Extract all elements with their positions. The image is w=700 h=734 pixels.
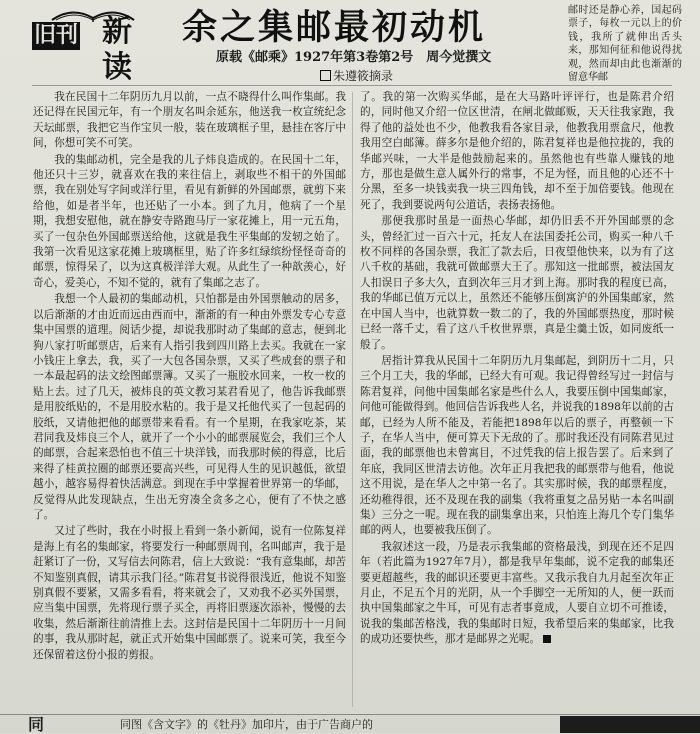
paragraph: 那便我那时虽是一面热心华邮，却仍旧丢不开外国邮票的念头，曾经汇过一百六十元，托友人在法国委托公司，购买一种八千枚不同样的各国杂票，我汇了款去后，日夜望他快来，以为有了这八千枚的基础，我就可做邮票大王了。那知这一批邮票，被法国友人扣误日子多大久，直到次年三月才到上海。那时我的程度已高，我的华邮已值万元以上，虽然还不能够压倒寓沪的外国集邮家，然在中国人当中，也就算数一数二的了，我的外国邮票热度，那时候已经一落千丈，看了这八千枚世界票，真是尘羹土饭，如同废纸一般了。: [360, 215, 674, 351]
right-column: [360, 90, 674, 712]
article-source-line: 原载《邮乘》1927年第3卷第2号 周今觉撰文: [216, 50, 492, 65]
top-right-paragraph: 邮时还是静心养，国起码票子，每枚一元以上的价钱，我所了就伸出舌头来，那知何征和他说得扰观，然而却由此也渐渐的留意华邮: [568, 5, 682, 84]
paragraph: 我想一个人最初的集邮动机，只怕都是由外国票触动的居多，以后渐渐的才由近而远由西而中，渐渐的有一种由外票发专心专意集中国票的道理。阅话少提，却说我那时动了集邮的意志，便到北狗八家打听邮票店，后来有人指引我到四川路上去买。我就在一家小钱庄上拿去，我，买了一大包各国杂票，又买了些成套的票子和一本最起码的法文绘图邮票簿。又买了一瓶胶水回来，一枚一枚的贴上去。过了几天，被炜良的英文教习某君看见了，他告诉我邮票是用胶纸贴的，不是用胶水粘的。我于是又托他代买了一包起码的胶纸，又请他把他的邮票带来看看。有一个星期，在我家吃茶，某君同我及炜良三个人，就开了一个小小的邮票展览会，我们三个人的邮票，合起来恐怕也不值三十块洋钱，而我那时候的得意，比后来得了桂黄拉圈的邮票还要高兴些，可见得人生的见识越低，欲望越小，越容易得着快活满意。到现在手中掌握着世界第一的华邮，反觉得从此发现缺点，生出无穷凑全贪多之心，便有了不快之感了。: [33, 293, 346, 521]
end-mark-icon: [543, 635, 551, 643]
compiler-name: 朱遵筱摘录: [333, 69, 394, 83]
paragraph: 了。我的第一次购买华邮，是在大马路叶评评行，也是陈君介绍的，同时他又介绍一位区世清，在闸北做邮贩，天天往我家跑，我得了他的益处也不少，他教我看各家目录，他教我用票盒尺，他教我用空白邮簿。薛多尔是他介绍的，陈君复祥也是他拉拢的，我的华邮兴味，一大半是他鼓励起来的。虽然他也有些靠人赚钱的地方，那也是做生意人属外行的常事，不足为怪，而且他的心还不十分黑，至多一块钱卖我一块三四角钱，却不至于加倍要钱。他现在死了，我到要说两句公道话，表扬表扬他。: [360, 91, 674, 211]
footer-rule: [0, 714, 700, 715]
footer-glyph: 同: [28, 715, 45, 734]
article-title: 余之集邮最初动机: [182, 7, 487, 48]
square-bullet-icon: [320, 70, 331, 81]
footer-text: 同图《含文字》的《牡丹》加印片，由于广告商户的: [120, 718, 373, 731]
left-column: [33, 90, 346, 703]
paragraph: 又过了些时，我在小时报上看到一条小新闻，说有一位陈复祥是海上有名的集邮家，将要发行一种邮票周刊，名叫邮声，我于是赶紧订了一份，又写信去问陈君，信上大致说：“我有意集邮，却苦不知鉴别真假，请其示我门径。”陈君复书说得很浅近，他说不知鉴别真假不要紧，又需多看看，将来就会了，又劝我不必买外国票，应当集中国票，先将现行票子买全，再将旧票逐次添补，慢慢的去收集，然后渐渐往前清推上去。这封信是民国十二年阴历十一月间的事，我从那时起，就正式开始集中国邮票了。说来可笑，我至今还保留着这份小报的剪报。: [33, 525, 346, 661]
paragraph: 居指计算我从民国十二年阴历九月集邮起，到阴历十二月，只三个月工夫，我的华邮，已经大有可观。我记得曾经写过一封信与陈君复祥，问他中国集邮名家是些什么人，我要压倒中国集邮家，问他可能做得到。他回信告诉我些人名，并说我的1898年以前的古邮，已经为人所不能及，若能把1898年以后的票子，再整顿一下子，在华人当中，便可算天下无敌的了。那时我还没有同陈君见过面，我的邮票他也未曾寓目，不过凭我的信上报告罢了。后来到了年底，我同区世清去访他。次年正月我把我的邮票带与他看，他说这不用说，是在华人之中第一名了。其实那时候，我的邮票程度，还幼稚得很，还不及现在我的副集（我将重复之品另贴一本名叫副集）三分之一呢。现在我的副集拿出来，只怕连上海几个专门集华邮的两人，也要被我压倒了。: [360, 354, 674, 537]
paragraph: 我的集邮动机，完全是我的儿子炜良造成的。在民国十二年，他还只十三岁，就喜欢在我的来往信上，剥取些不相干的外国邮票，我在别处写字间或洋行里，看见有新鲜的外国邮票，就剪下来给他，如是者半年，也还贴了一小本。到了九月，他病了一个星期，我想安慰他，就在静安寺路跑马厅一家花摊上，用一元五角，买了一包杂色外国邮票送给他，这就是我生平集邮的发轫之始了。我第一次看见这家花摊上玻璃框里，贴了许多红绿缤纷怪怪奇奇的邮票，惊得呆了，以为这真极洋洋大观。从此生了一种歆羡心，好奇心，爱美心，不知不觉的，就有了集邮之志了。: [33, 153, 346, 289]
paragraph-last: [360, 540, 674, 648]
logo-new-read-text: 新读: [102, 14, 132, 85]
column-logo: [28, 4, 158, 85]
last-paragraph-text: 我叙述这一段，乃是表示我集邮的资格最浅，到现在还不足四年（若此篇为1927年7月），都是我早年集邮，说不定我的邮集还要更超越些，我的邮识还要更丰富些。又我示我自九月起至次年正月止，不足五个月的光阴，从一个手脚空一无所知的人，便一跃而执中国集邮家之牛耳，可见有志者事竟成，人要自立切不可推诿，说我的集邮苦格浅，我的集邮时日短，我希望后来的集邮家，比我的成功还要快些，那才是邮界之光呢。: [360, 540, 674, 646]
logo-old-issue-text: 旧刊: [34, 23, 79, 48]
paragraph: 我在民国十二年阴历九月以前，一点不晓得什么叫作集邮。我还记得在民国元年，有一个朋友名叫余延东，他送我一枚宣统纪念天坛邮票，我把它当作宝贝一般，装在玻璃框子里，悬挂在客厅中间，你想可笑不可笑。: [33, 91, 346, 150]
footer-dark-block: [560, 716, 700, 733]
article-compiler: [320, 68, 460, 84]
top-right-column: [568, 4, 682, 86]
column-divider: [352, 92, 353, 707]
